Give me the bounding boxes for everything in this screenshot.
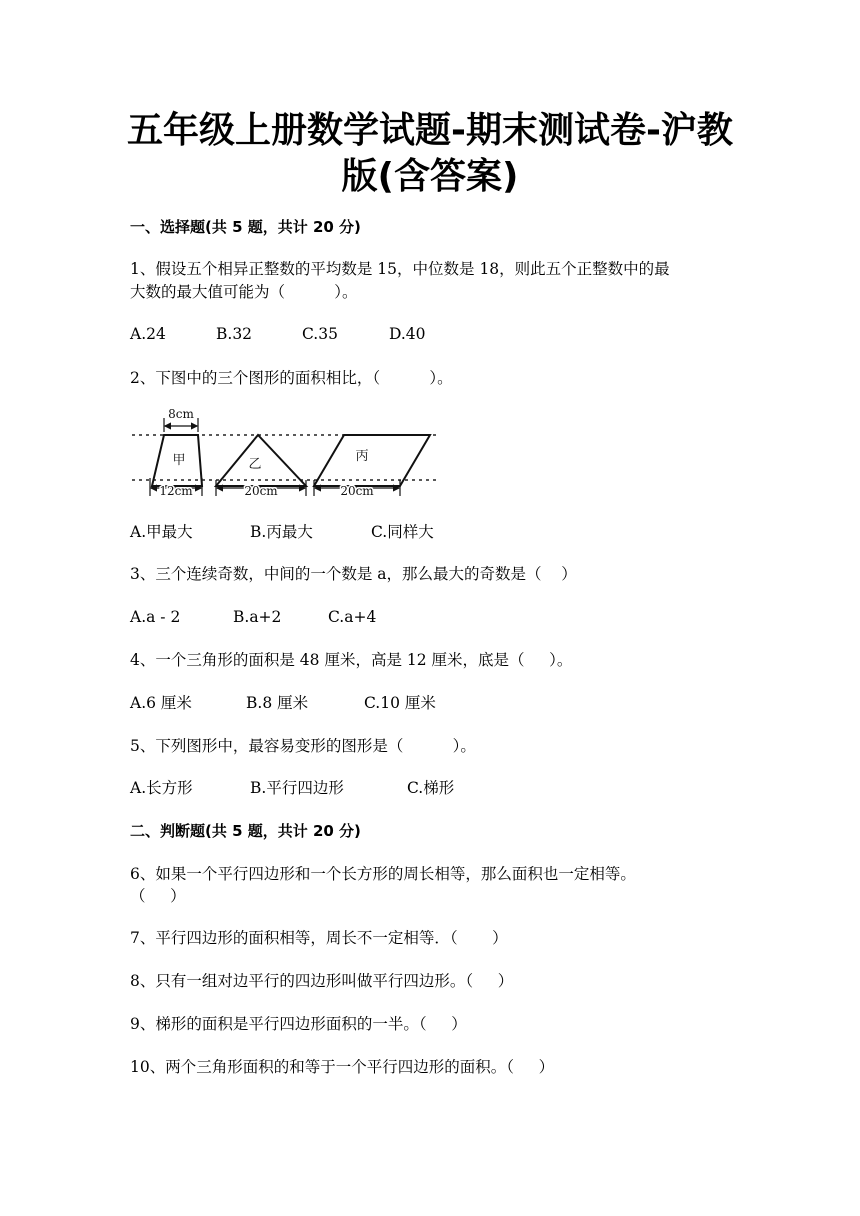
figure-bottom-label-2: 20cm: [244, 484, 278, 498]
question-4-option-a: A.6 厘米: [130, 694, 192, 712]
question-4-text: 4、一个三角形的面积是 48 厘米，高是 12 厘米，底是（ ）。: [130, 651, 573, 669]
question-1-text-line-1: 1、假设五个相异正整数的平均数是 15，中位数是 18，则此五个正整数中的最: [130, 260, 670, 278]
page-title-line-2: 版(含答案): [341, 156, 519, 197]
question-1-option-a: A.24: [130, 325, 166, 343]
shape-label-bing: 丙: [355, 449, 369, 464]
page-title-line-1: 五年级上册数学试题-期末测试卷-沪教: [127, 110, 733, 151]
question-2-option-c: C.同样大: [371, 523, 434, 541]
question-1-option-b: B.32: [216, 325, 253, 343]
question-3-text: 3、三个连续奇数，中间的一个数是 a，那么最大的奇数是（ ）: [130, 565, 577, 583]
section-heading-judgement: 二、判断题(共 5 题，共计 20 分): [130, 822, 361, 840]
section-heading-choice: 一、选择题(共 5 题，共计 20 分): [130, 218, 361, 236]
parallelogram-shape: [314, 435, 430, 486]
question-4-option-c: C.10 厘米: [364, 694, 436, 712]
question-2-option-b: B.丙最大: [250, 523, 313, 541]
question-1-text-line-2: 大数的最大值可能为（ ）。: [130, 283, 358, 301]
question-4-option-b: B.8 厘米: [246, 694, 309, 712]
question-3-option-a: A.a - 2: [130, 608, 181, 626]
shape-label-jia: 甲: [172, 453, 186, 468]
question-10-text: 10、两个三角形面积的和等于一个平行四边形的面积。（ ）: [130, 1058, 555, 1076]
question-5-option-a: A.长方形: [130, 779, 193, 797]
question-5-option-c: C.梯形: [407, 779, 455, 797]
question-5-text: 5、下列图形中，最容易变形的图形是（ ）。: [130, 737, 476, 755]
shape-label-yi: 乙: [248, 457, 262, 472]
question-2-figure: [130, 402, 440, 498]
question-5-option-b: B.平行四边形: [250, 779, 344, 797]
question-3-option-c: C.a+4: [328, 608, 377, 626]
question-9-text: 9、梯形的面积是平行四边形面积的一半。（ ）: [130, 1015, 467, 1033]
figure-top-label: 8cm: [168, 407, 194, 421]
question-1-option-d: D.40: [389, 325, 426, 343]
question-8-text: 8、只有一组对边平行的四边形叫做平行四边形。（ ）: [130, 972, 514, 990]
figure-bottom-label-3: 20cm: [340, 484, 374, 498]
question-1-option-c: C.35: [302, 325, 338, 343]
question-3-option-b: B.a+2: [233, 608, 282, 626]
question-7-text: 7、平行四边形的面积相等，周长不一定相等．（ ）: [130, 929, 508, 947]
question-2-text: 2、下图中的三个图形的面积相比，（ ）。: [130, 369, 453, 387]
figure-bottom-label-1: 12cm: [159, 484, 193, 498]
question-6-text-line-2: （ ）: [130, 887, 186, 905]
question-2-option-a: A.甲最大: [130, 523, 193, 541]
question-6-text-line-1: 6、如果一个平行四边形和一个长方形的周长相等，那么面积也一定相等。: [130, 865, 636, 883]
